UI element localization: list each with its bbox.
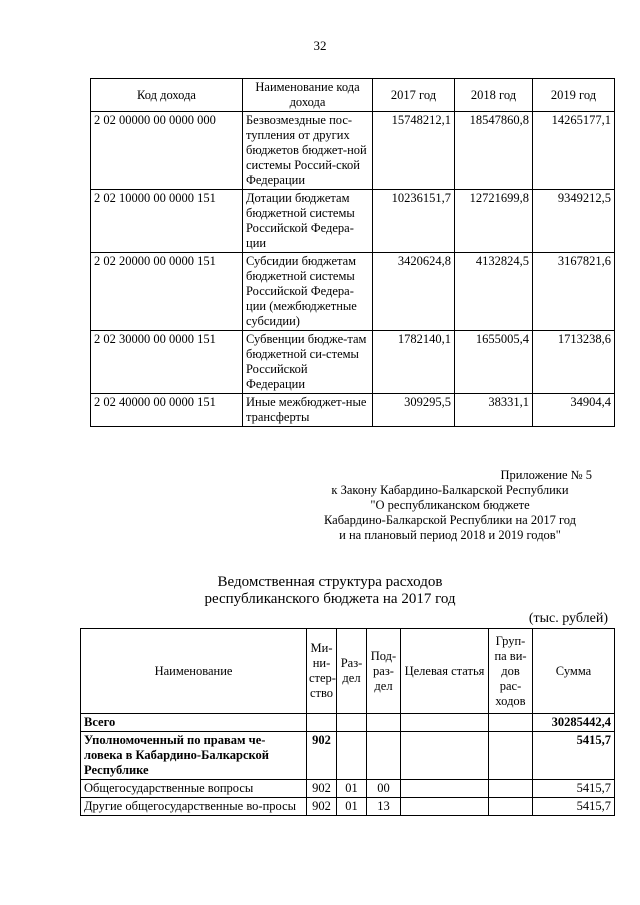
table-row xyxy=(91,394,615,427)
header-group: Груп-па ви-дов рас-ходов xyxy=(489,629,533,714)
header-income-name: Наименование кода дохода xyxy=(243,79,373,112)
row-ministry xyxy=(307,714,337,732)
value-2019: 14265177,1 xyxy=(533,112,615,190)
value-2018: 12721699,8 xyxy=(455,190,533,253)
income-code: 2 02 20000 00 0000 151 xyxy=(91,253,243,331)
header-ministry: Ми-ни-стер-ство xyxy=(307,629,337,714)
row-sum: 30285442,4 xyxy=(533,714,615,732)
title-line-1: Ведомственная структура расходов xyxy=(217,574,443,590)
row-subsection: 13 xyxy=(367,798,401,816)
row-subsection xyxy=(367,732,401,780)
header-target: Целевая статья xyxy=(401,629,489,714)
value-2017: 15748212,1 xyxy=(373,112,455,190)
row-group xyxy=(489,732,533,780)
appendix-law-title-3: и на плановый период 2018 и 2019 годов" xyxy=(339,528,561,542)
value-2018: 4132824,5 xyxy=(455,253,533,331)
row-subsection xyxy=(367,714,401,732)
table-row xyxy=(91,112,615,190)
row-subsection: 00 xyxy=(367,780,401,798)
row-name: Общегосударственные вопросы xyxy=(81,780,307,798)
table-row xyxy=(81,714,615,732)
table-row xyxy=(81,732,615,780)
header-section: Раз-дел xyxy=(337,629,367,714)
table-row xyxy=(91,190,615,253)
row-sum: 5415,7 xyxy=(533,732,615,780)
income-name: Субсидии бюджетам бюджетной системы Российской Федера-ции (межбюджетные субсидии) xyxy=(243,253,373,331)
row-target xyxy=(401,798,489,816)
income-name: Безвозмездные пос-тупления от других бюджетов бюджет-ной системы Россий-ской Федерации xyxy=(243,112,373,190)
income-code: 2 02 10000 00 0000 151 xyxy=(91,190,243,253)
header-sum: Сумма xyxy=(533,629,615,714)
income-code: 2 02 00000 00 0000 000 xyxy=(91,112,243,190)
table-row xyxy=(91,331,615,394)
page-number: 32 xyxy=(313,38,327,53)
row-group xyxy=(489,714,533,732)
row-sum: 5415,7 xyxy=(533,780,615,798)
row-target xyxy=(401,732,489,780)
value-2018: 38331,1 xyxy=(455,394,533,427)
appendix-number: Приложение № 5 xyxy=(500,468,592,482)
row-group xyxy=(489,798,533,816)
row-target xyxy=(401,780,489,798)
income-name: Дотации бюджетам бюджетной системы Российской Федера-ции xyxy=(243,190,373,253)
row-section xyxy=(337,732,367,780)
header-name: Наименование xyxy=(81,629,307,714)
income-name: Иные межбюджет-ные трансферты xyxy=(243,394,373,427)
value-2019: 34904,4 xyxy=(533,394,615,427)
header-2018: 2018 год xyxy=(455,79,533,112)
value-2018: 18547860,8 xyxy=(455,112,533,190)
value-2017: 3420624,8 xyxy=(373,253,455,331)
income-table xyxy=(90,78,615,427)
row-section: 01 xyxy=(337,798,367,816)
table-row xyxy=(91,253,615,331)
income-table-header xyxy=(91,79,615,112)
header-subsection: Под-раз-дел xyxy=(367,629,401,714)
appendix-heading xyxy=(300,468,600,543)
row-sum: 5415,7 xyxy=(533,798,615,816)
header-2019: 2019 год xyxy=(533,79,615,112)
row-target xyxy=(401,714,489,732)
header-2017: 2017 год xyxy=(373,79,455,112)
row-ministry: 902 xyxy=(307,732,337,780)
row-ministry: 902 xyxy=(307,798,337,816)
value-2018: 1655005,4 xyxy=(455,331,533,394)
table-row xyxy=(81,780,615,798)
row-name: Другие общегосударственные во-просы xyxy=(81,798,307,816)
value-2017: 1782140,1 xyxy=(373,331,455,394)
row-name: Уполномоченный по правам че-ловека в Кабардино-Балкарской Республике xyxy=(81,732,307,780)
document-title xyxy=(80,574,580,608)
row-name: Всего xyxy=(81,714,307,732)
row-section xyxy=(337,714,367,732)
table-row xyxy=(81,798,615,816)
value-2019: 1713238,6 xyxy=(533,331,615,394)
income-name: Субвенции бюдже-там бюджетной си-стемы Российской Федерации xyxy=(243,331,373,394)
header-income-code: Код дохода xyxy=(91,79,243,112)
row-ministry: 902 xyxy=(307,780,337,798)
units-label: (тыс. рублей) xyxy=(528,611,608,626)
expenditure-table xyxy=(80,628,615,816)
expenditure-table-header xyxy=(81,629,615,714)
value-2017: 309295,5 xyxy=(373,394,455,427)
title-line-2: республиканского бюджета на 2017 год xyxy=(204,591,456,607)
appendix-law-ref: к Закону Кабардино-Балкарской Республики xyxy=(331,483,569,497)
value-2017: 10236151,7 xyxy=(373,190,455,253)
row-group xyxy=(489,780,533,798)
value-2019: 9349212,5 xyxy=(533,190,615,253)
appendix-law-title-2: Кабардино-Балкарской Республики на 2017 год xyxy=(323,513,577,527)
income-code: 2 02 30000 00 0000 151 xyxy=(91,331,243,394)
value-2019: 3167821,6 xyxy=(533,253,615,331)
row-section: 01 xyxy=(337,780,367,798)
appendix-law-title-1: "О республиканском бюджете xyxy=(370,498,530,512)
income-code: 2 02 40000 00 0000 151 xyxy=(91,394,243,427)
